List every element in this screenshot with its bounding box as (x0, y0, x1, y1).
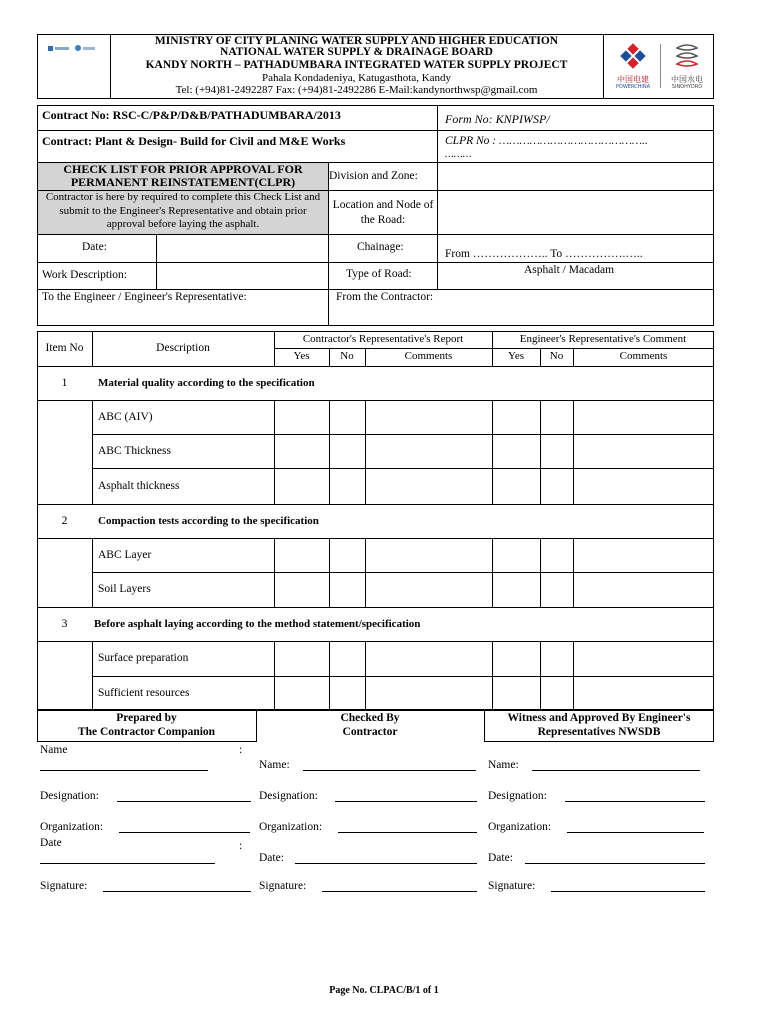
organization-field[interactable] (119, 832, 250, 833)
form-number: Form No: KNPIWSP/ (445, 112, 550, 126)
board-line: NATIONAL WATER SUPPLY & DRAINAGE BOARD (220, 46, 493, 58)
sinohydro-logo (663, 40, 711, 92)
checklist-title-1: CHECK LIST FOR PRIOR APPROVAL FOR (63, 162, 303, 176)
section-number: 1 (61, 377, 68, 389)
section-title: Compaction tests according to the specification (98, 515, 319, 527)
division-label: Division and Zone: (329, 170, 418, 182)
contract-number: Contract No: RSC-C/P&P/D&B/PATHADUMBARA/2013 (42, 108, 341, 122)
name-field[interactable] (40, 770, 208, 771)
from-contractor-label: From the Contractor: (336, 291, 434, 303)
col-engineer-yes: Yes (507, 350, 524, 362)
organization-label: Organization: (488, 821, 552, 833)
name-label: Name (40, 744, 68, 756)
road-type-value: Asphalt / Macadam (524, 264, 615, 276)
ministry-line: MINISTRY OF CITY PLANING WATER SUPPLY AND HIGHER EDUCATION (154, 35, 559, 47)
approved-by-sub: Representatives NWSDB (537, 726, 661, 738)
designation-field[interactable] (335, 801, 477, 802)
chainage-value: From ……………….. To …………….….. (445, 248, 643, 260)
section-number: 3 (61, 618, 68, 630)
check-item: Surface preparation (98, 652, 189, 664)
instruction-text: Contractor is here by required to complete this Check List and submit to the Engineer's Representative and obtain prior approval before laying the asphalt. (45, 191, 321, 230)
contract-title: Contract: Plant & Design- Build for Civil and M&E Works (42, 134, 346, 148)
date-label: Date (40, 837, 62, 849)
check-item: ABC (AIV) (98, 411, 153, 423)
powerchina-logo (608, 40, 658, 92)
name-colon: : (239, 744, 243, 756)
page-number: Page No. CLPAC/B/1 of 1 (329, 985, 439, 996)
checked-by-heading: Checked By (340, 712, 400, 724)
section-title: Material quality according to the specification (98, 377, 315, 389)
powerchina-en: POWERCHINA (615, 84, 651, 90)
check-item: Soil Layers (98, 583, 151, 595)
check-item: Asphalt thickness (98, 480, 180, 492)
prepared-by-heading: Prepared by (116, 712, 177, 724)
check-item: ABC Thickness (98, 445, 171, 457)
designation-label: Designation: (259, 790, 318, 802)
date-colon: : (239, 840, 243, 852)
powerchina-cn: 中国电建 (617, 75, 649, 84)
work-description-label: Work Description: (42, 269, 127, 281)
nwsdb-logo (48, 42, 100, 56)
check-item: Sufficient resources (98, 687, 190, 699)
organization-field[interactable] (567, 832, 704, 833)
date-field[interactable] (295, 863, 477, 864)
col-contractor-no: No (340, 350, 354, 362)
date-field[interactable] (525, 863, 705, 864)
approved-by-heading: Witness and Approved By Engineer's (507, 712, 691, 724)
designation-field[interactable] (565, 801, 705, 802)
date-label: Date: (488, 852, 513, 864)
organization-field[interactable] (338, 832, 477, 833)
designation-label: Designation: (40, 790, 99, 802)
clpr-number: CLPR No : …………………………………….. (445, 135, 648, 147)
signature-label: Signature: (40, 880, 88, 892)
signature-field[interactable] (322, 891, 477, 892)
name-field[interactable] (303, 770, 476, 771)
organization-label: Organization: (40, 821, 104, 833)
road-type-label: Type of Road: (346, 268, 412, 280)
chainage-label: Chainage: (357, 241, 404, 253)
designation-field[interactable] (117, 801, 251, 802)
address-line: Pahala Kondadeniya, Katugasthota, Kandy (261, 72, 452, 84)
col-engineer-comment: Engineer's Representative's Comment (519, 333, 687, 345)
col-description: Description (156, 342, 210, 354)
col-contractor-report: Contractor's Representative's Report (302, 333, 464, 345)
col-engineer-no: No (549, 350, 564, 362)
project-line: KANDY NORTH – PATHADUMBARA INTEGRATED WATER SUPPLY PROJECT (145, 59, 568, 71)
col-contractor-yes: Yes (293, 350, 310, 362)
clpr-number-cont: ……… (445, 149, 472, 160)
checked-by-sub: Contractor (342, 726, 398, 738)
check-item: ABC Layer (98, 549, 152, 561)
contact-line: Tel: (+94)81-2492287 Fax: (+94)81-2492286 E-Mail:kandynorthwsp@gmail.com (175, 84, 538, 96)
col-item-no: Item No (45, 342, 84, 354)
checklist-title-2: PERMANENT REINSTATEMENT(CLPR) (70, 175, 296, 189)
section-title: Before asphalt laying according to the method statement/specification (94, 618, 421, 630)
signature-field[interactable] (551, 891, 705, 892)
location-label: Location and Node of the Road: (332, 199, 434, 226)
to-engineer-label: To the Engineer / Engineer's Representative: (42, 291, 247, 303)
name-label: Name: (488, 759, 519, 771)
date-label: Date: (259, 852, 284, 864)
signature-label: Signature: (488, 880, 536, 892)
date-label: Date: (82, 241, 107, 253)
date-field[interactable] (40, 863, 215, 864)
signature-field[interactable] (103, 891, 251, 892)
col-contractor-comments: Comments (404, 350, 453, 362)
signature-label: Signature: (259, 880, 307, 892)
col-engineer-comments: Comments (619, 350, 668, 362)
organization-label: Organization: (259, 821, 323, 833)
sinohydro-en: SINOHYDRO (671, 84, 703, 90)
sinohydro-cn: 中国水电 (671, 75, 703, 84)
prepared-by-sub: The Contractor Companion (77, 726, 216, 738)
name-field[interactable] (532, 770, 700, 771)
designation-label: Designation: (488, 790, 547, 802)
section-number: 2 (61, 515, 68, 527)
name-label: Name: (259, 759, 290, 771)
